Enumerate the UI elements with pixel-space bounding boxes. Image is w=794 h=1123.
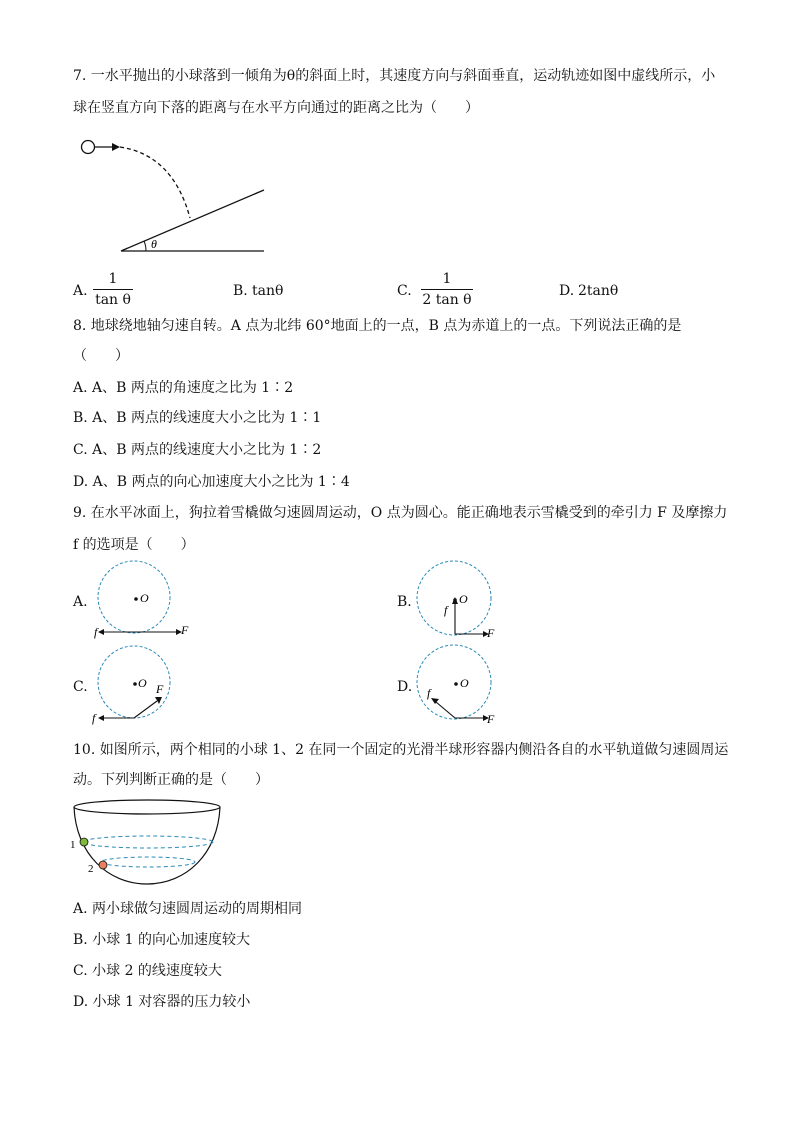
fraction-bar xyxy=(421,289,473,290)
q7-option-b-text: tanθ xyxy=(252,283,284,299)
fraction-bar xyxy=(93,289,133,290)
center-label: O xyxy=(138,676,147,690)
trajectory-dashed xyxy=(120,147,190,218)
q9-option-a-label: A. xyxy=(73,594,88,610)
q9-stem-line1: 9. 在水平冰面上，狗拉着雪橇做匀速圆周运动，O 点为圆心。能正确地表示雪橇受到的牵引力 F 及摩擦力 xyxy=(73,505,728,521)
F-label: F xyxy=(181,623,189,637)
q9-option-b-label: B. xyxy=(397,594,412,610)
center-label: O xyxy=(459,592,468,606)
arrow-up-icon xyxy=(452,597,458,604)
fraction-denominator: 2 tan θ xyxy=(422,292,472,308)
ball-1 xyxy=(80,838,88,846)
f-label: f xyxy=(427,686,431,700)
q7-option-d-text: 2tanθ xyxy=(578,283,619,299)
q9-stem-line2: f 的选项是（ ） xyxy=(73,537,195,553)
angle-arc xyxy=(144,241,146,251)
q9-option-a-diagram xyxy=(90,562,200,642)
q7-option-a-fraction xyxy=(93,270,133,309)
theta-label: θ xyxy=(151,237,157,251)
q7-incline-diagram xyxy=(78,135,278,260)
f-label: f xyxy=(444,603,448,617)
center-label: O xyxy=(460,676,469,690)
ball-2-label: 2 xyxy=(88,863,94,875)
fraction-denominator: tan θ xyxy=(95,292,131,308)
center-dot xyxy=(454,682,458,686)
q8-option-c: C. A、B 两点的线速度大小之比为 1∶2 xyxy=(73,442,322,458)
q10-option-a: A. 两小球做匀速圆周运动的周期相同 xyxy=(73,901,303,917)
F-label: F xyxy=(156,682,164,696)
fraction-numerator: 1 xyxy=(442,271,452,287)
orbit-circle xyxy=(98,561,170,633)
q10-option-d: D. 小球 1 对容器的压力较小 xyxy=(73,994,251,1010)
arrow-diagonal-icon xyxy=(155,697,162,704)
q8-option-b: B. A、B 两点的线速度大小之比为 1∶1 xyxy=(73,410,322,426)
q9-option-c-diagram xyxy=(90,647,200,727)
velocity-arrow-icon xyxy=(112,143,120,151)
center-dot xyxy=(133,682,137,686)
bowl-rim xyxy=(74,800,220,814)
q8-stem-line2: （ ） xyxy=(73,348,129,364)
F-label: F xyxy=(487,712,495,726)
q9-option-b-diagram xyxy=(412,562,522,642)
q7-option-d-label: D. xyxy=(559,283,575,299)
q8-option-d: D. A、B 两点的向心加速度大小之比为 1∶4 xyxy=(73,474,350,490)
arrow-left-icon xyxy=(98,715,104,721)
q10-stem-line1: 10. 如图所示，两个相同的小球 1、2 在同一个固定的光滑半球形容器内侧沿各自的水平轨道做匀速圆周运 xyxy=(73,742,729,758)
F-label: F xyxy=(487,626,495,640)
q7-option-a-label: A. xyxy=(73,283,88,299)
f-label: f xyxy=(94,625,98,639)
orbit-1 xyxy=(83,836,213,848)
orbit-2 xyxy=(101,857,195,867)
q7-option-b-label: B. xyxy=(233,283,248,299)
q7-option-c-fraction xyxy=(421,270,473,309)
center-dot xyxy=(134,597,138,601)
orbit-circle xyxy=(417,561,491,635)
orbit-circle xyxy=(417,645,491,719)
q7-option-c-label: C. xyxy=(397,283,412,299)
arrow-left-icon xyxy=(98,629,104,635)
q9-option-c-label: C. xyxy=(73,679,88,695)
ball-2 xyxy=(99,861,107,869)
q9-option-d-label: D. xyxy=(397,679,413,695)
q7-stem-line2: 球在竖直方向下落的距离与在水平方向通过的距离之比为（ ） xyxy=(73,100,479,116)
q10-option-b: B. 小球 1 的向心加速度较大 xyxy=(73,932,250,948)
ball-icon xyxy=(82,141,95,154)
q8-stem-line1: 8. 地球绕地轴匀速自转。A 点为北纬 60°地面上的一点，B 点为赤道上的一点。下列说法正确的是 xyxy=(73,318,682,334)
q7-stem-line1: 7. 一水平抛出的小球落到一倾角为θ的斜面上时，其速度方向与斜面垂直，运动轨迹如图中虚线所示，小 xyxy=(73,68,716,84)
q8-option-a: A. A、B 两点的角速度之比为 1∶2 xyxy=(73,380,294,396)
q10-hemisphere-diagram xyxy=(66,796,226,888)
fraction-numerator: 1 xyxy=(108,271,118,287)
ball-1-label: 1 xyxy=(70,839,76,851)
q9-option-d-diagram xyxy=(412,647,522,727)
f-label: f xyxy=(92,711,96,725)
q10-stem-line2: 动。下列判断正确的是（ ） xyxy=(73,772,269,788)
incline-line xyxy=(121,190,264,251)
q10-option-c: C. 小球 2 的线速度较大 xyxy=(73,963,222,979)
center-label: O xyxy=(140,591,149,605)
